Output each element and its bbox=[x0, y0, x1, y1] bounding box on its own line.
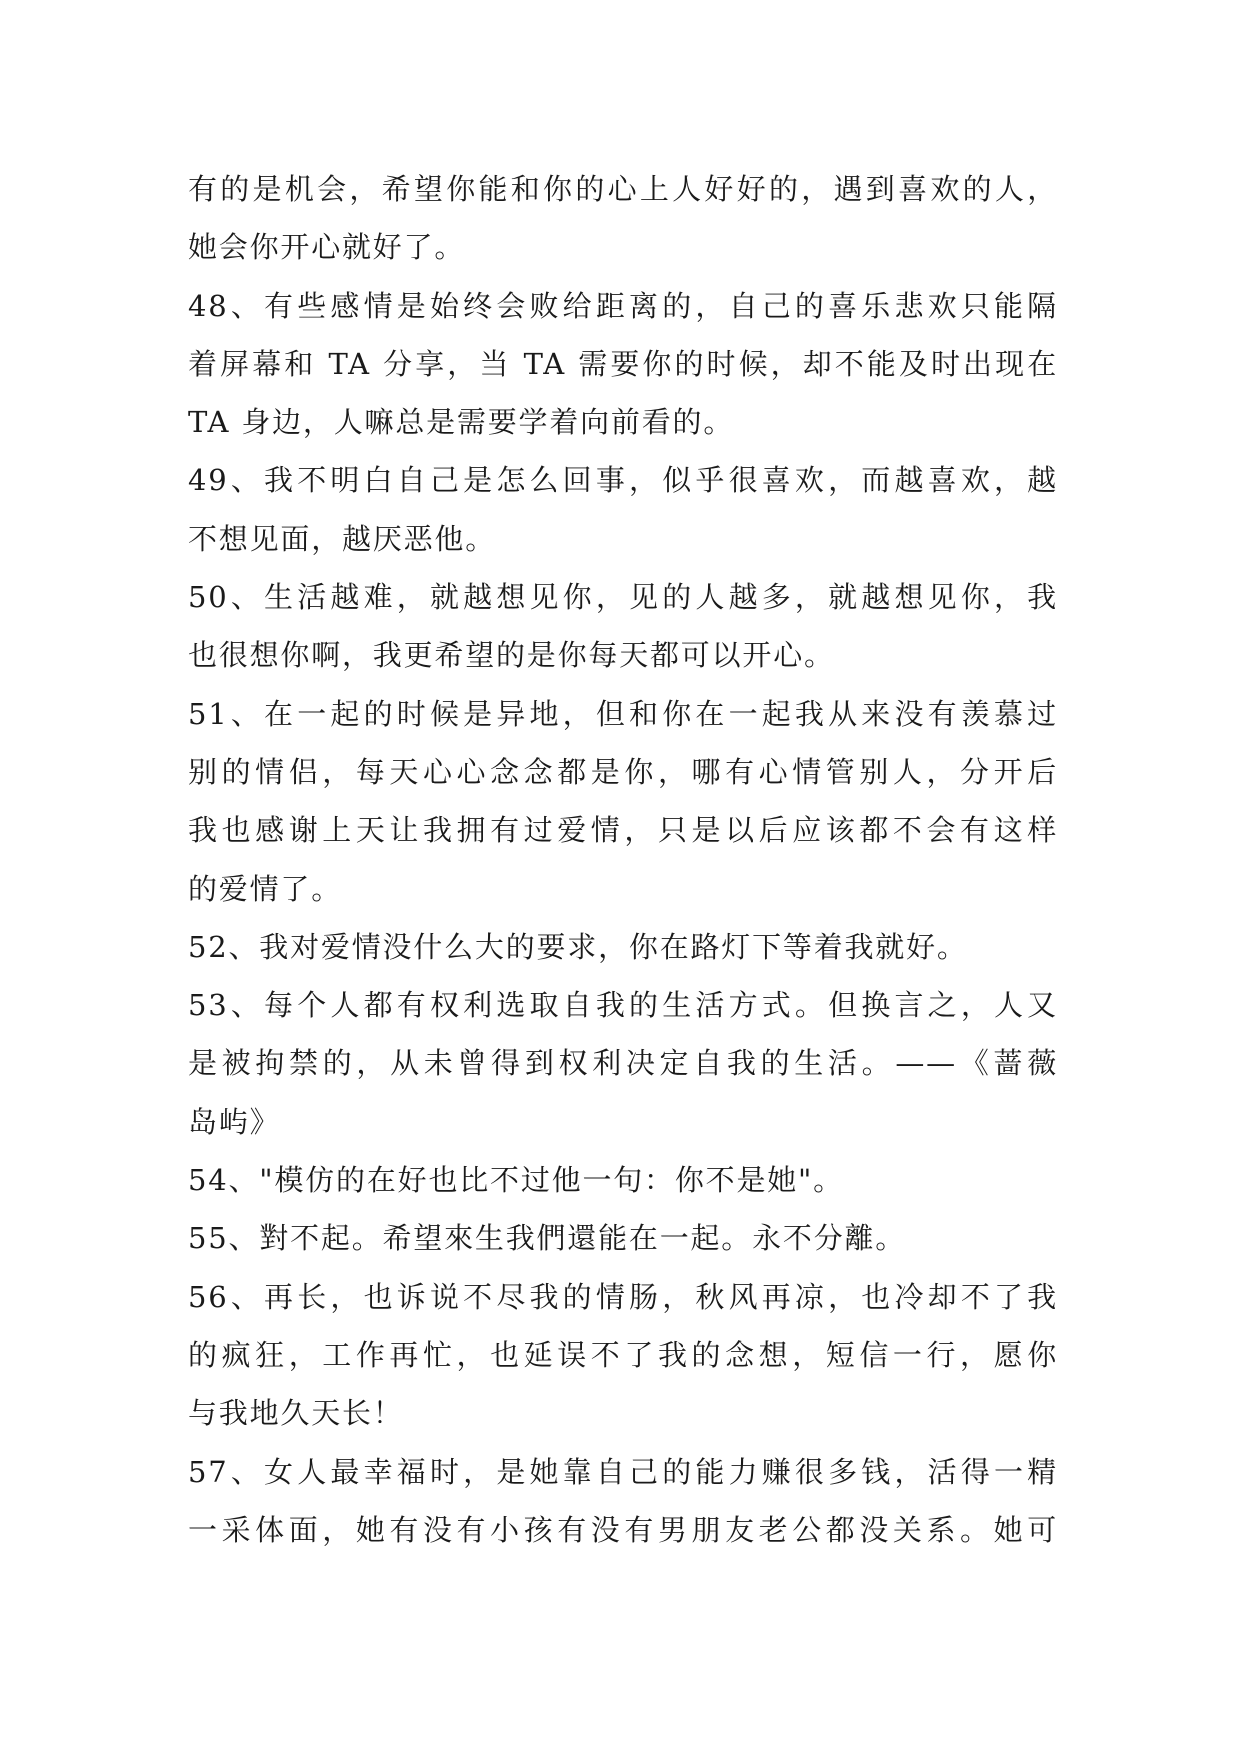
text-line: 54、"模仿的在好也比不过他一句：你不是她"。 bbox=[188, 1163, 844, 1198]
text-line: 52、我对爱情没什么大的要求，你在路灯下等着我就好。 bbox=[188, 929, 968, 964]
text-line: 55、對不起。希望來生我們還能在一起。永不分離。 bbox=[188, 1221, 907, 1256]
text-line: 57、女人最幸福时，是她靠自己的能力赚很多钱，活得一精 bbox=[188, 1454, 1058, 1489]
text-line: 49、我不明白自己是怎么回事，似乎很喜欢，而越喜欢，越 bbox=[188, 463, 1058, 498]
text-line: 56、再长，也诉说不尽我的情肠，秋风再凉，也冷却不了我 bbox=[188, 1279, 1058, 1314]
text-line: 是被拘禁的，从未曾得到权利决定自我的生活。——《蔷薇 bbox=[188, 1046, 1058, 1081]
text-line: 51、在一起的时候是异地，但和你在一起我从来没有羡慕过 bbox=[188, 696, 1058, 731]
text-line: 也很想你啊，我更希望的是你每天都可以开心。 bbox=[188, 638, 835, 673]
text-line: 她会你开心就好了。 bbox=[188, 230, 466, 265]
body-text bbox=[188, 160, 1058, 1559]
text-line: 的爱情了。 bbox=[188, 871, 343, 906]
text-line: 我也感谢上天让我拥有过爱情，只是以后应该都不会有这样 bbox=[188, 813, 1058, 848]
text-line: 48、有些感情是始终会败给距离的，自己的喜乐悲欢只能隔 bbox=[188, 288, 1058, 323]
text-line: 53、每个人都有权利选取自我的生活方式。但换言之，人又 bbox=[188, 988, 1058, 1023]
text-line: 有的是机会，希望你能和你的心上人好好的，遇到喜欢的人， bbox=[188, 172, 1058, 206]
text-line: 50、生活越难，就越想见你，见的人越多，就越想见你，我 bbox=[188, 580, 1058, 615]
text-line: 一采体面，她有没有小孩有没有男朋友老公都没关系。她可 bbox=[188, 1512, 1058, 1547]
text-line: 不想见面，越厌恶他。 bbox=[188, 521, 497, 556]
text-line: 别的情侣，每天心心念念都是你，哪有心情管别人，分开后 bbox=[188, 754, 1058, 789]
text-line: 的疯狂，工作再忙，也延误不了我的念想，短信一行，愿你 bbox=[188, 1337, 1058, 1372]
text-line: 与我地久天长！ bbox=[188, 1396, 404, 1431]
text-line: 岛屿》 bbox=[188, 1104, 281, 1139]
text-line: TA 身边，人嘛总是需要学着向前看的。 bbox=[188, 405, 735, 440]
text-line: 着屏幕和 TA 分享，当 TA 需要你的时候，却不能及时出现在 bbox=[188, 346, 1058, 381]
